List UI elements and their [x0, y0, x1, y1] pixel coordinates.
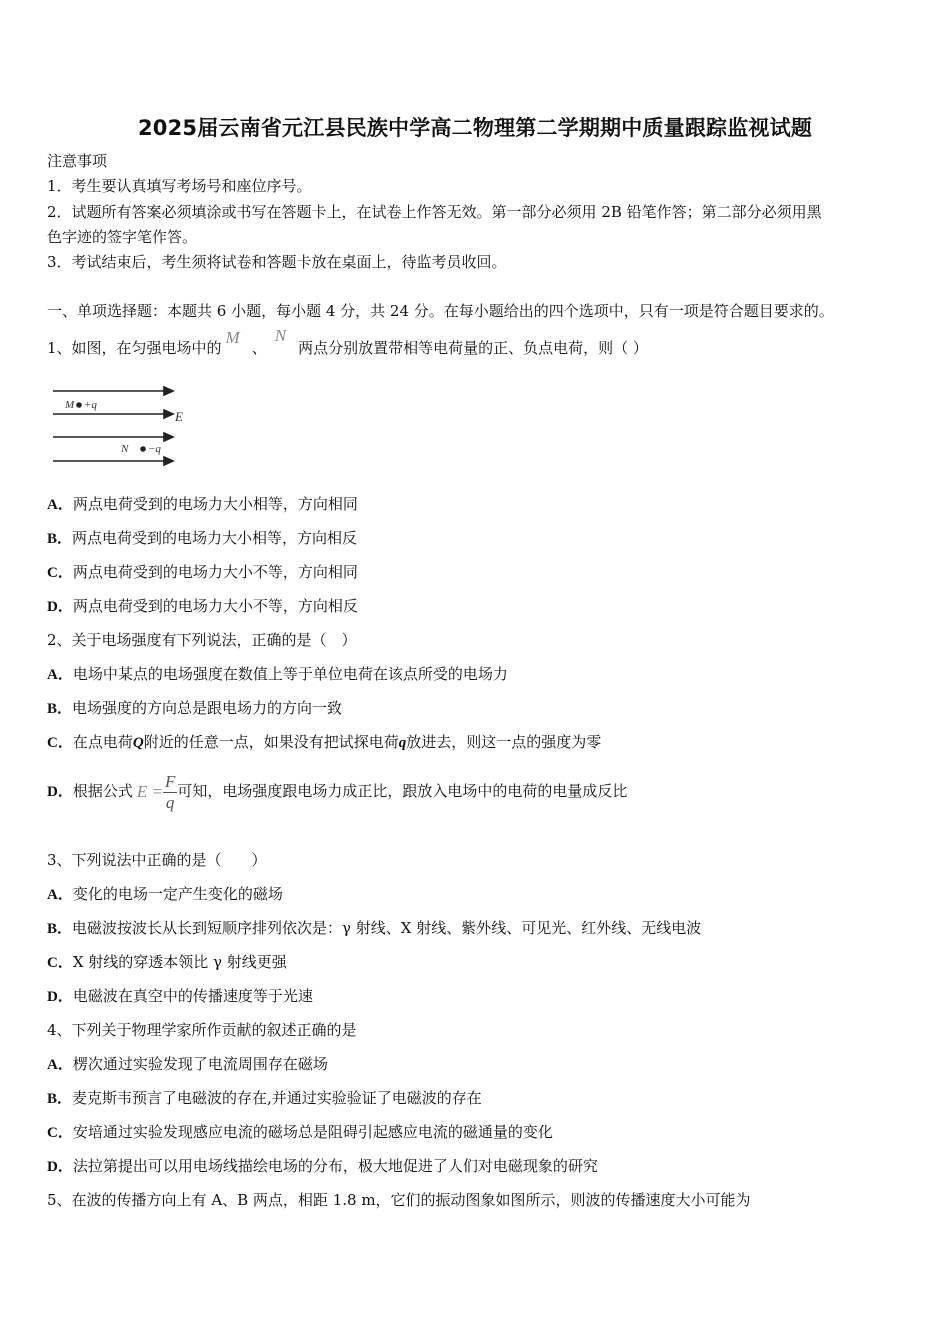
q2-option-a: [47, 664, 508, 685]
notice-item-2a: 2．试题所有答案必须填涂或书写在答题卡上，在试卷上作答无效。第一部分必须用 2B 铅笔作答；第二部分必须用黑: [47, 203, 822, 221]
option-text-b: 可知，电场强度跟电场力成正比，跟放入电场中的电荷的电量成反比: [177, 782, 628, 800]
q3-option-c: [47, 952, 287, 973]
option-text: 楞次通过实验发现了电流周围存在磁场: [72, 1055, 328, 1073]
q2-option-d: [47, 770, 627, 813]
question-2-stem: 2、关于电场强度有下列说法，正确的是（ ）: [47, 631, 357, 649]
question-4-stem: 4、下列关于物理学家所作贡献的叙述正确的是: [47, 1021, 357, 1039]
symbol-m: M: [225, 328, 240, 347]
option-text: 安培通过实验发现感应电流的磁场总是阻碍引起感应电流的磁通量的变化: [72, 1123, 553, 1141]
section-heading: 一、单项选择题：本题共 6 小题，每小题 4 分，共 24 分。在每小题给出的四个选项中，只有一项是符合题目要求的。: [47, 302, 834, 320]
question-3-stem: 3、下列说法中正确的是（ ）: [47, 851, 267, 869]
option-letter: C．: [47, 565, 73, 581]
symbol-q-capital: Q: [132, 735, 144, 751]
figure-label-minus-q: −q: [148, 443, 161, 455]
q3-option-d: [47, 986, 313, 1007]
field-arrow-3: [164, 433, 173, 441]
option-text-a: 根据公式: [72, 782, 133, 800]
option-text: 电磁波在真空中的传播速度等于光速: [72, 987, 313, 1005]
option-letter: C．: [47, 1125, 73, 1141]
figure-label-n: N: [121, 443, 129, 455]
q1-stem-text-b: 两点分别放置带相等电荷量的正、负点电荷，则（ ）: [298, 339, 648, 357]
question-5-stem: 5、在波的传播方向上有 A、B 两点，相距 1.8 m，它们的振动图象如图所示，则波的传播速度大小可能为: [47, 1191, 751, 1209]
option-letter: A．: [47, 1057, 73, 1073]
q1-option-b: [47, 528, 357, 549]
question-1-stem: [47, 326, 648, 358]
charge-m-dot: [77, 403, 81, 407]
option-letter: D．: [47, 989, 73, 1005]
option-letter: A．: [47, 887, 73, 903]
option-letter: D．: [47, 784, 73, 800]
option-text: 法拉第提出可以用电场线描绘电场的分布，极大地促进了人们对电磁现象的研究: [72, 1157, 598, 1175]
page-title: 2025届云南省元江县民族中学高二物理第二学期期中质量跟踪监视试题: [137, 116, 813, 140]
option-text: 变化的电场一定产生变化的磁场: [72, 885, 283, 903]
option-text: 两点电荷受到的电场力大小不等，方向相同: [72, 563, 358, 581]
option-text: 电场中某点的电场强度在数值上等于单位电荷在该点所受的电场力: [72, 665, 508, 683]
option-text: X 射线的穿透本领比 γ 射线更强: [72, 953, 287, 971]
notice-item-2b: 色字迹的签字笔作答。: [47, 228, 198, 246]
notice-heading: 注意事项: [47, 152, 108, 170]
option-letter: B．: [47, 701, 73, 717]
option-text: 两点电荷受到的电场力大小不等，方向相反: [72, 597, 358, 615]
formula-numerator: F: [164, 771, 176, 791]
option-letter: C．: [47, 955, 73, 971]
q2-option-b: [47, 698, 342, 719]
q2-option-c: [47, 732, 601, 753]
option-letter: D．: [47, 599, 73, 615]
q1-option-a: [47, 494, 358, 515]
figure-label-plus-q: +q: [84, 399, 97, 411]
q4-option-c: [47, 1122, 553, 1143]
option-text: 两点电荷受到的电场力大小相等，方向相同: [72, 495, 358, 513]
option-letter: D．: [47, 1159, 73, 1175]
option-text-b: 附近的任意一点，如果没有把试探电荷: [143, 733, 399, 751]
option-letter: A．: [47, 497, 73, 513]
option-letter: A．: [47, 667, 73, 683]
field-arrow-1: [164, 387, 173, 395]
q4-option-b: [47, 1088, 482, 1109]
notice-item-1: 1．考生要认真填写考场号和座位序号。: [47, 177, 312, 195]
q4-option-a: [47, 1054, 328, 1075]
q1-separator: 、: [251, 339, 267, 357]
q3-option-a: [47, 884, 283, 905]
option-text: 两点电荷受到的电场力大小相等，方向相反: [72, 529, 358, 547]
field-arrow-4: [164, 457, 173, 465]
q1-stem-text-a: 1、如图，在匀强电场中的: [47, 339, 222, 357]
option-letter: B．: [47, 1091, 73, 1107]
formula-fraction: [163, 772, 177, 813]
formula-lhs: E =: [136, 782, 163, 801]
symbol-n: N: [274, 326, 287, 345]
figure-label-m: M: [65, 399, 75, 411]
q3-option-b: [47, 918, 701, 939]
formula-denominator: q: [165, 792, 175, 812]
q1-option-d: [47, 596, 358, 617]
option-letter: C．: [47, 735, 73, 751]
option-letter: B．: [47, 531, 73, 547]
option-text: 电磁波按波长从长到短顺序排列依次是：γ 射线、X 射线、紫外线、可见光、红外线、无线电波: [72, 919, 702, 937]
option-text: 电场强度的方向总是跟电场力的方向一致: [72, 699, 343, 717]
option-text-c: 放进去，则这一点的强度为零: [406, 733, 602, 751]
option-text: 麦克斯韦预言了电磁波的存在,并通过实验验证了电磁波的存在: [72, 1089, 482, 1107]
field-arrow-2: [164, 410, 173, 418]
notice-item-3: 3．考试结束后，考生须将试卷和答题卡放在桌面上，待监考员收回。: [47, 253, 507, 271]
q1-option-c: [47, 562, 358, 583]
charge-n-dot: [141, 447, 145, 451]
electric-field-figure: [47, 383, 192, 473]
option-text-a: 在点电荷: [72, 733, 133, 751]
q4-option-d: [47, 1156, 598, 1177]
option-letter: B．: [47, 921, 73, 937]
symbol-q-lower: q: [398, 735, 407, 751]
figure-label-e: E: [175, 409, 183, 424]
